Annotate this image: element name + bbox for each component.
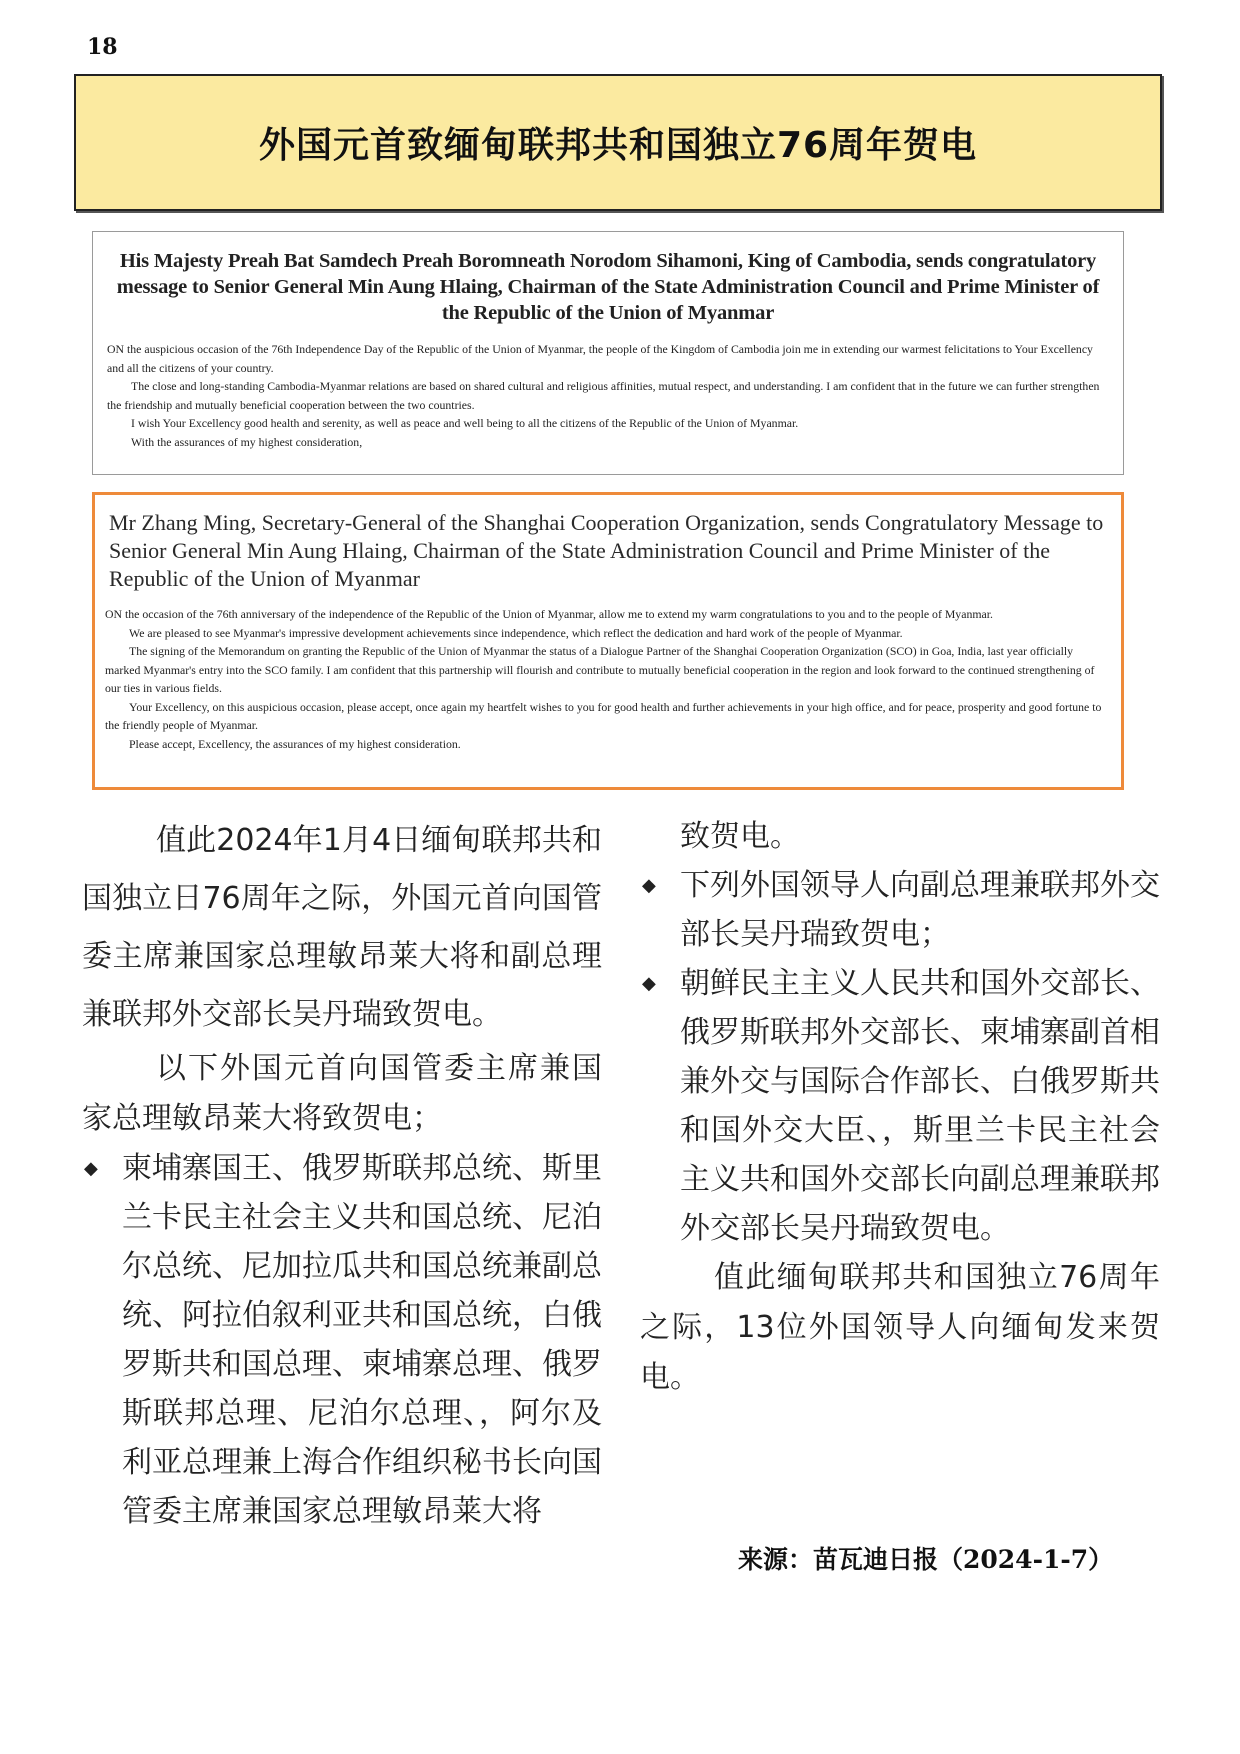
diamond-bullet-icon: ◆ <box>642 973 656 994</box>
title-banner <box>74 74 1162 211</box>
diamond-bullet-icon: ◆ <box>84 1158 98 1179</box>
page-title: 外国元首致缅甸联邦共和国独立76周年贺电 <box>258 125 978 166</box>
list-item <box>82 1144 602 1536</box>
clipping-paragraph: ON the occasion of the 76th anniversary of the independence of the Republic of the Union of Myanmar, allow me to extend my warm congratulations to you and to the people of Myanmar. <box>105 607 993 621</box>
body-paragraph: 值此2024年1月4日缅甸联邦共和国独立日76周年之际，外国元首向国管委主席兼国家总理敏昂莱大将和副总理兼联邦外交部长吴丹瑞致贺电。 <box>82 823 602 1032</box>
clipping-paragraph: Please accept, Excellency, the assurances of my highest consideration. <box>129 736 461 751</box>
news-clipping-sco <box>92 492 1124 790</box>
clipping-paragraph: Your Excellency, on this auspicious occasion, please accept, once again my heartfelt wishes to you for good health and further achievements in your high office, and for peace, prosperity and good fortune to the friendly people of Myanmar. <box>105 699 1102 732</box>
list-item <box>640 959 1160 1253</box>
list-item-text: 朝鲜民主主义人民共和国外交部长、俄罗斯联邦外交部长、柬埔寨副首相兼外交与国际合作部长、白俄罗斯共和国外交大臣、，斯里兰卡民主社会主义共和国外交部长向副总理兼联邦外交部长吴丹瑞致贺电。 <box>680 966 1160 1246</box>
body-paragraph: 值此缅甸联邦共和国独立76周年之际，13位外国领导人向缅甸发来贺电。 <box>640 1260 1160 1395</box>
clipping-paragraph: The signing of the Memorandum on granting the Republic of the Union of Myanmar the status of a Dialogue Partner of the Shanghai Cooperation Organization (SCO) in Goa, India, last year officially marked Myanmar's entry into the SCO family. I am confident that this partnership will flourish and contribute to mutually beneficial cooperation in the region and look forward to the continued strengthening of our ties in various fields. <box>105 644 1095 695</box>
clipping-paragraph: ON the auspicious occasion of the 76th Independence Day of the Republic of the Union of Myanmar, the people of the Kingdom of Cambodia join me in extending our warmest felicitations to Your Excellency and all the citizens of your country. <box>107 342 1093 375</box>
left-column <box>82 812 602 1536</box>
clipping-paragraph: The close and long-standing Cambodia-Myanmar relations are based on shared cultural and religious affinities, mutual respect, and understanding. I am confident that in the future we can further strengthen the friendship and mutually beneficial cooperation between the two countries. <box>107 379 1100 412</box>
clipping-paragraph: We are pleased to see Myanmar's impressive development achievements since independence, which reflect the dedication and hard work of the people of Myanmar. <box>129 625 903 640</box>
clipping-headline: His Majesty Preah Bat Samdech Preah Boromneath Norodom Sihamoni, King of Cambodia, sends congratulatory message to Senior General Min Aung Hlaing, Chairman of the State Administration Council and Prime Minister of the Republic of the Union of Myanmar <box>116 250 1100 324</box>
clipping-paragraph: I wish Your Excellency good health and serenity, as well as peace and well being to all the citizens of the Republic of the Union of Myanmar. <box>131 416 799 430</box>
list-continuation <box>640 812 1160 861</box>
list-item-text: 柬埔寨国王、俄罗斯联邦总统、斯里兰卡民主社会主义共和国总统、尼泊尔总统、尼加拉瓜共和国总统兼副总统、阿拉伯叙利亚共和国总统，白俄罗斯共和国总理、柬埔寨总理、俄罗斯联邦总理、尼泊尔总理、，阿尔及利亚总理兼上海合作组织秘书长向国管委主席兼国家总理敏昂莱大将 <box>122 1151 602 1529</box>
news-clipping-cambodia <box>92 231 1124 475</box>
body-paragraph: 以下外国元首向国管委主席兼国家总理敏昂莱大将致贺电； <box>82 1051 602 1136</box>
source-citation: 来源：苗瓦迪日报（2024-1-7） <box>738 1545 1114 1574</box>
clipping-paragraph: With the assurances of my highest consideration, <box>131 434 363 449</box>
list-item <box>640 861 1160 959</box>
diamond-bullet-icon: ◆ <box>642 875 656 896</box>
page-number: 18 <box>87 34 118 60</box>
clipping-headline: Mr Zhang Ming, Secretary-General of the Shanghai Cooperation Organization, sends Congratulatory Message to Senior General Min Aung Hlaing, Chairman of the State Administration Council and Prime Minister of the Republic of the Union of Myanmar <box>109 510 1104 591</box>
right-column <box>640 812 1160 1403</box>
list-item-text: 致贺电。 <box>680 819 800 854</box>
list-item-text: 下列外国领导人向副总理兼联邦外交部长吴丹瑞致贺电； <box>680 868 1160 952</box>
